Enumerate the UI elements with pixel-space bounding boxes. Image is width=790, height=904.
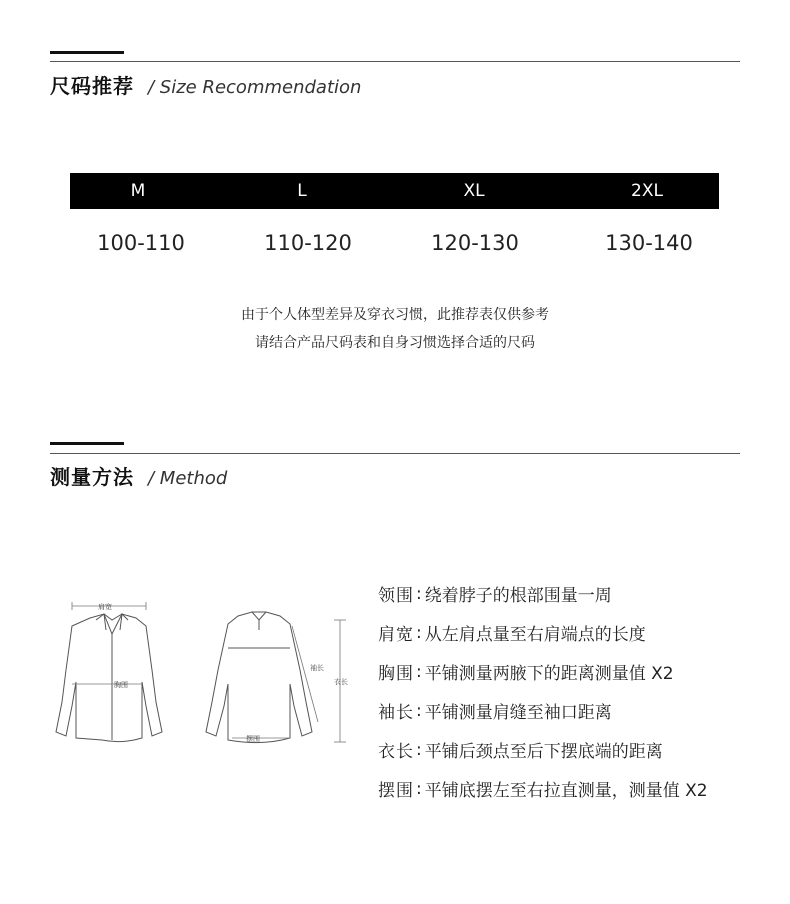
size-label-xl: XL	[463, 181, 485, 201]
shirt-measurement-diagram	[28, 590, 358, 750]
method-title-zh: 测量方法	[50, 465, 134, 489]
definition-row: 领围 : 绕着脖子的根部围量一周	[378, 574, 778, 613]
diagram-label-shoulder: 肩宽	[98, 603, 112, 611]
size-note-line2: 请结合产品尺码表和自身习惯选择合适的尺码	[255, 335, 535, 351]
definition-term: 胸围	[378, 664, 414, 684]
definition-term: 衣长	[378, 742, 414, 762]
diagram-label-hem: 摆围	[246, 735, 260, 743]
definition-desc: 平铺测量两腋下的距离测量值 X2	[424, 664, 674, 684]
definition-desc: 绕着脖子的根部围量一周	[424, 586, 612, 606]
size-range-2xl: 130-140	[605, 231, 693, 255]
section-divider	[50, 453, 740, 454]
shirt-back-icon	[206, 612, 312, 743]
definition-desc: 平铺后颈点至后下摆底端的距离	[424, 742, 663, 762]
size-label-2xl: 2XL	[631, 181, 663, 201]
section-accent-line	[50, 51, 124, 54]
definition-term: 袖长	[378, 703, 414, 723]
diagram-label-sleeve: 袖长	[310, 664, 324, 672]
diagram-label-chest: 胸围	[114, 681, 128, 689]
size-label-m: M	[130, 181, 146, 201]
size-range-l: 110-120	[264, 231, 352, 255]
definition-row: 袖长 : 平铺测量肩缝至袖口距离	[378, 691, 778, 730]
size-title-en: / Size Recommendation	[148, 77, 362, 98]
definition-row: 摆围 : 平铺底摆左至右拉直测量，测量值 X2	[378, 769, 778, 808]
definition-term: 摆围	[378, 781, 414, 801]
definition-row: 肩宽 : 从左肩点量至右肩端点的长度	[378, 613, 778, 652]
definition-term: 肩宽	[378, 625, 414, 645]
size-note-line1: 由于个人体型差异及穿衣习惯，此推荐表仅供参考	[241, 307, 549, 323]
definition-desc: 从左肩点量至右肩端点的长度	[424, 625, 646, 645]
size-ranges-row	[70, 228, 719, 258]
measurement-definitions	[378, 574, 778, 808]
section-accent-line	[50, 442, 124, 445]
size-header-bar	[70, 173, 719, 209]
shirt-front-icon	[56, 614, 162, 742]
diagram-label-length: 衣长	[334, 678, 348, 686]
method-section-title	[50, 461, 227, 490]
definition-row: 衣长 : 平铺后颈点至后下摆底端的距离	[378, 730, 778, 769]
size-range-xl: 120-130	[431, 231, 519, 255]
method-title-en: / Method	[148, 468, 228, 489]
size-title-zh: 尺码推荐	[50, 74, 134, 98]
size-section-title	[50, 70, 361, 99]
definition-desc: 平铺底摆左至右拉直测量，测量值 X2	[424, 781, 708, 801]
size-label-l: L	[297, 181, 307, 201]
section-divider	[50, 61, 740, 62]
definition-row: 胸围 : 平铺测量两腋下的距离测量值 X2	[378, 652, 778, 691]
definition-desc: 平铺测量肩缝至袖口距离	[424, 703, 612, 723]
size-range-m: 100-110	[97, 231, 185, 255]
definition-term: 领围	[378, 586, 414, 606]
